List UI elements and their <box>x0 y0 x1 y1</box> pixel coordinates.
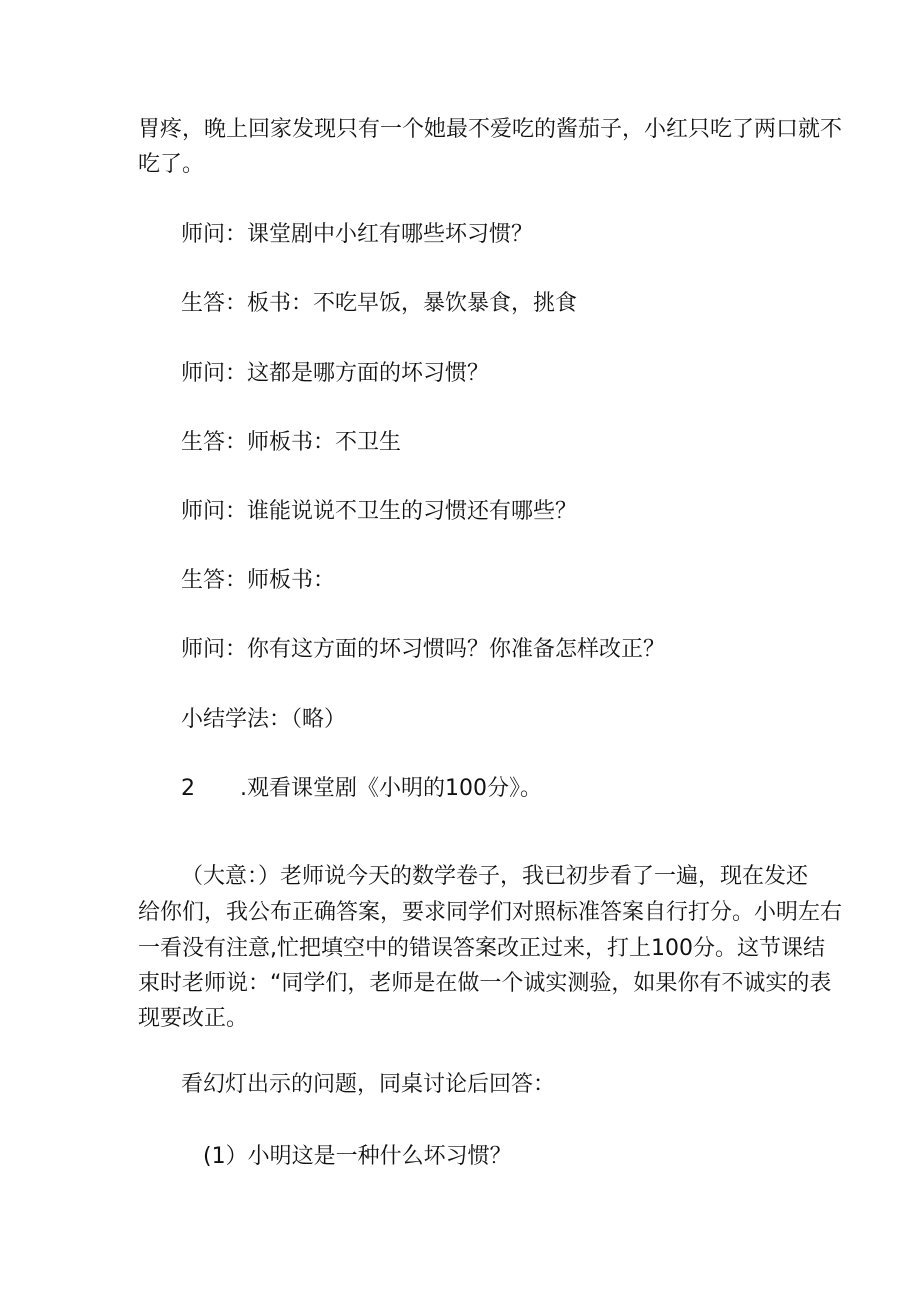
item-number: 2 <box>181 776 195 801</box>
teacher-question: 师问：这都是哪方面的坏习惯？ <box>181 361 490 386</box>
student-answer: 生答：师板书： <box>181 568 336 593</box>
question-item: (1）小明这是一种什么坏习惯？ <box>203 1144 512 1169</box>
item-text: .观看课堂剧《小明的100分》。 <box>240 776 542 801</box>
teacher-question: 师问：谁能说说不卫生的习惯还有哪些？ <box>181 499 578 524</box>
paragraph-line: 吃了。 <box>138 152 205 177</box>
paragraph-line: 束时老师说：“同学们，老师是在做一个诚实测验，如果你有不诚实的表 <box>138 971 832 996</box>
paragraph-line: 一看没有注意,忙把填空中的错误答案改正过来，打上100分。这节课结 <box>138 936 825 961</box>
paragraph-line: （大意：）老师说今天的数学卷子，我已初步看了一遍，现在发还 <box>181 864 809 889</box>
paragraph-line: 现要改正。 <box>138 1006 249 1031</box>
paragraph-line: 给你们，我公布正确答案，要求同学们对照标准答案自行打分。小明左右 <box>138 900 843 925</box>
paragraph-line: 胃疼，晚上回家发现只有一个她最不爱吃的酱茄子，小红只吃了两口就不 <box>138 117 843 142</box>
student-answer: 生答：板书：不吃早饭，暴饮暴食，挑食 <box>181 291 578 316</box>
teacher-question: 师问：课堂剧中小红有哪些坏习惯？ <box>181 222 534 247</box>
summary-line: 小结学法：（略） <box>181 707 347 732</box>
student-answer: 生答：师板书：不卫生 <box>181 430 402 455</box>
slide-intro: 看幻灯出示的问题，同桌讨论后回答： <box>181 1072 556 1097</box>
teacher-question: 师问：你有这方面的坏习惯吗？你准备怎样改正？ <box>181 637 666 662</box>
